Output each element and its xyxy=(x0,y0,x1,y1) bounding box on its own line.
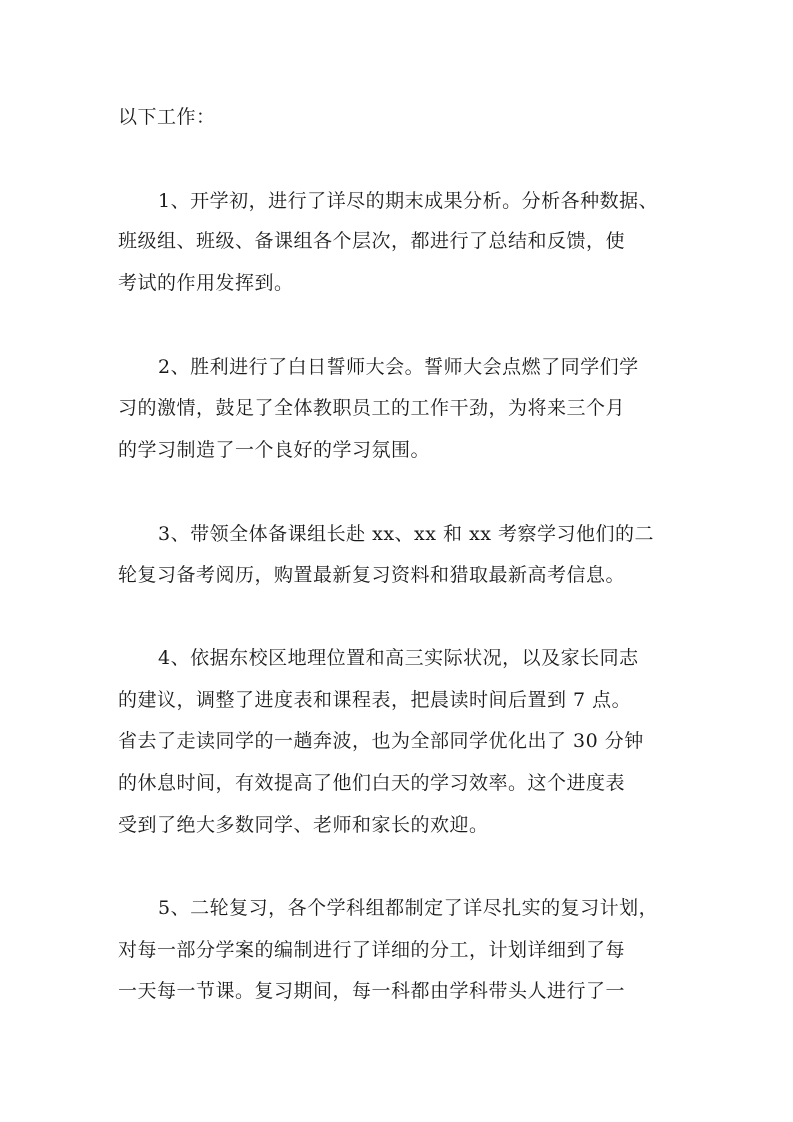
paragraph-line: 对每一部分学案的编制进行了详细的分工，计划详细到了每 xyxy=(118,939,626,961)
paragraph-line: 习的激情，鼓足了全体教职员工的工作干劲，为将来三个月 xyxy=(118,397,626,419)
paragraph-line: 班级组、班级、备课组各个层次，都进行了总结和反馈，使 xyxy=(118,230,626,252)
paragraph-line: 轮复习备考阅历，购置最新复习资料和猎取最新高考信息。 xyxy=(118,564,626,586)
paragraph-line: 省去了走读同学的一趟奔波，也为全部同学优化出了 30 分钟 xyxy=(118,730,644,752)
paragraph-line: 的休息时间，有效提高了他们白天的学习效率。这个进度表 xyxy=(118,772,626,794)
paragraph-line: 的学习制造了一个良好的学习氛围。 xyxy=(118,439,431,461)
paragraph-line: 4、依据东校区地理位置和高三实际状况，以及家长同志 xyxy=(158,647,639,669)
paragraph-line: 2、胜利进行了白日誓师大会。誓师大会点燃了同学们学 xyxy=(158,356,639,378)
paragraph-line: 5、二轮复习，各个学科组都制定了详尽扎实的复习计划， xyxy=(158,897,659,919)
paragraph-line: 受到了绝大多数同学、老师和家长的欢迎。 xyxy=(118,814,489,836)
paragraph-line: 的建议，调整了进度表和课程表，把晨读时间后置到 7 点。 xyxy=(118,689,632,711)
intro-line: 以下工作： xyxy=(118,106,216,128)
paragraph-line: 1、开学初，进行了详尽的期末成果分析。分析各种数据、 xyxy=(158,190,659,212)
paragraph-line: 3、带领全体备课组长赴 xx、xx 和 xx 考察学习他们的二 xyxy=(158,523,655,545)
paragraph-line: 考试的作用发挥到。 xyxy=(118,272,294,294)
paragraph-line: 一天每一节课。复习期间，每一科都由学科带头人进行了一 xyxy=(118,980,626,1002)
